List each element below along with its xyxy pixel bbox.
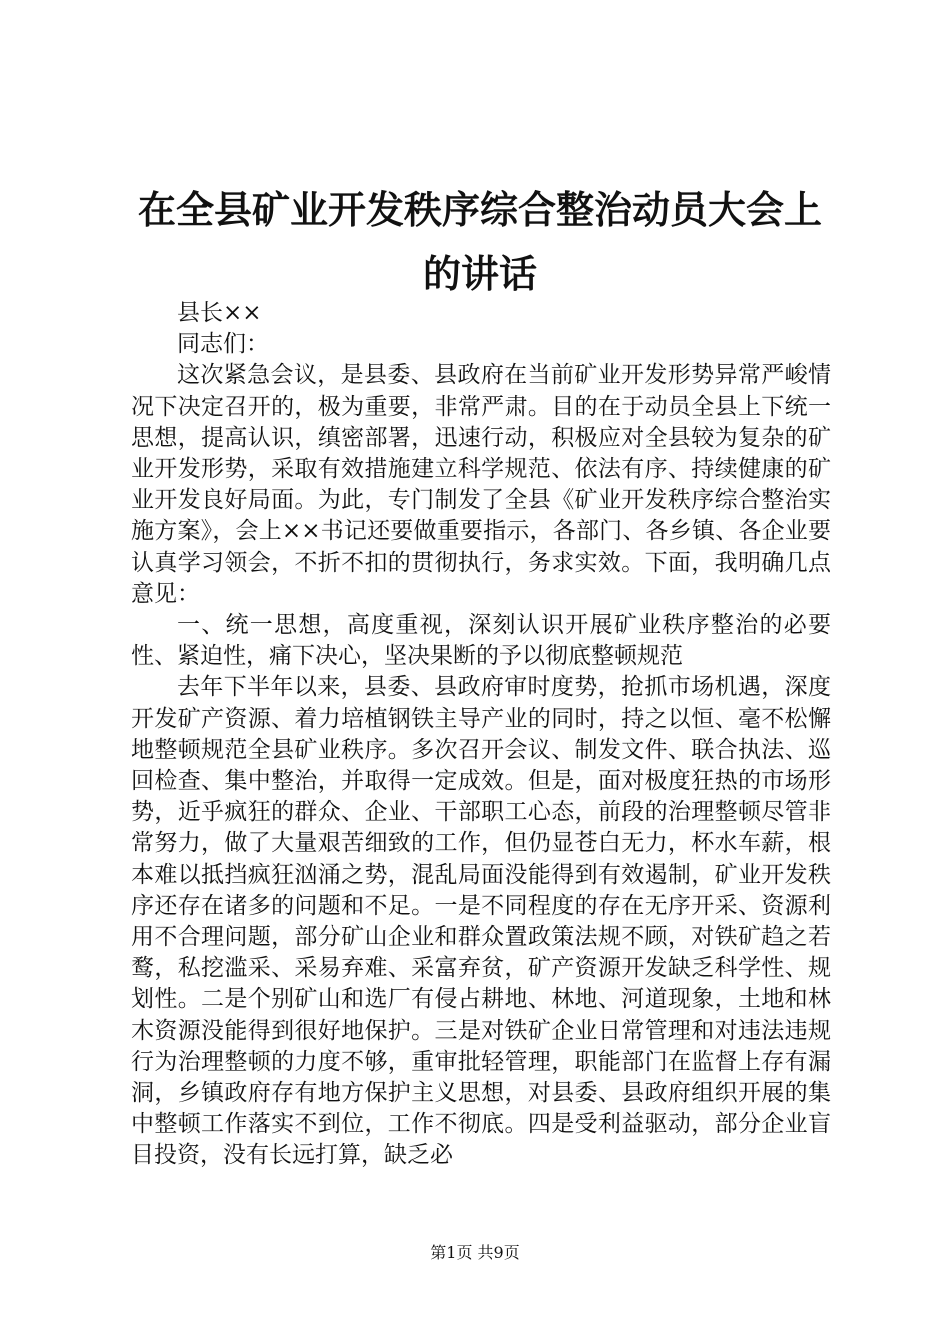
speaker-line: 县长×× bbox=[177, 300, 262, 326]
page-footer: 第1页 共9页 bbox=[430, 1243, 520, 1262]
greeting-line: 同志们： bbox=[177, 331, 269, 358]
section-heading: 一、统一思想，高度重视，深刻认识开展矿业秩序整治的必要性、紧迫性，痛下决心，坚决果断的予以彻底整顿规范 bbox=[131, 612, 831, 670]
document-title: 在全县矿业开发秩序综合整治动员大会上的讲话 bbox=[137, 188, 822, 296]
paragraph: 去年下半年以来，县委、县政府审时度势，抢抓市场机遇，深度开发矿产资源、着力培植钢铁主导产业的同时，持之以恒、毫不松懈地整顿规范全县矿业秩序。多次召开会议、制发文件、联合执法、巡回检查、集中整治，并取得一定成效。但是，面对极度狂热的市场形势，近乎疯狂的群众、企业、干部职工心态，前段的治理整顿尽管非常努力，做了大量艰苦细致的工作，但仍显苍白无力，杯水车薪，根本难以抵挡疯狂汹涌之势，混乱局面没能得到有效遏制，矿业开发秩序还存在诸多的问题和不足。一是不同程度的存在无序开采、资源利用不合理问题，部分矿山企业和群众置政策法规不顾，对铁矿趋之若鹜，私挖滥采、采易弃难、采富弃贫，矿产资源开发缺乏科学性、规划性。二是个别矿山和选厂有侵占耕地、林地、河道现象，土地和林木资源没能得到很好地保护。三是对铁矿企业日常管理和对违法违规行为治理整顿的力度不够，重审批轻管理，职能部门在监督上存有漏洞，乡镇政府存有地方保护主义思想，对县委、县政府组织开展的集中整顿工作落实不到位，工作不彻底。四是受利益驱动，部分企业盲目投资，没有长远打算，缺乏必 bbox=[131, 674, 831, 1169]
paragraph: 这次紧急会议，是县委、县政府在当前矿业开发形势异常严峻情况下决定召开的，极为重要，非常严肃。目的在于动员全县上下统一思想，提高认识，缜密部署，迅速行动，积极应对全县较为复杂的矿业开发形势，采取有效措施建立科学规范、依法有序、持续健康的矿业开发良好局面。为此，专门制发了全县《矿业开发秩序综合整治实施方案》，会上××书记还要做重要指示，各部门、各乡镇、各企业要认真学习领会，不折不扣的贯彻执行，务求实效。下面，我明确几点意见： bbox=[131, 362, 831, 607]
document-body bbox=[131, 298, 831, 1172]
